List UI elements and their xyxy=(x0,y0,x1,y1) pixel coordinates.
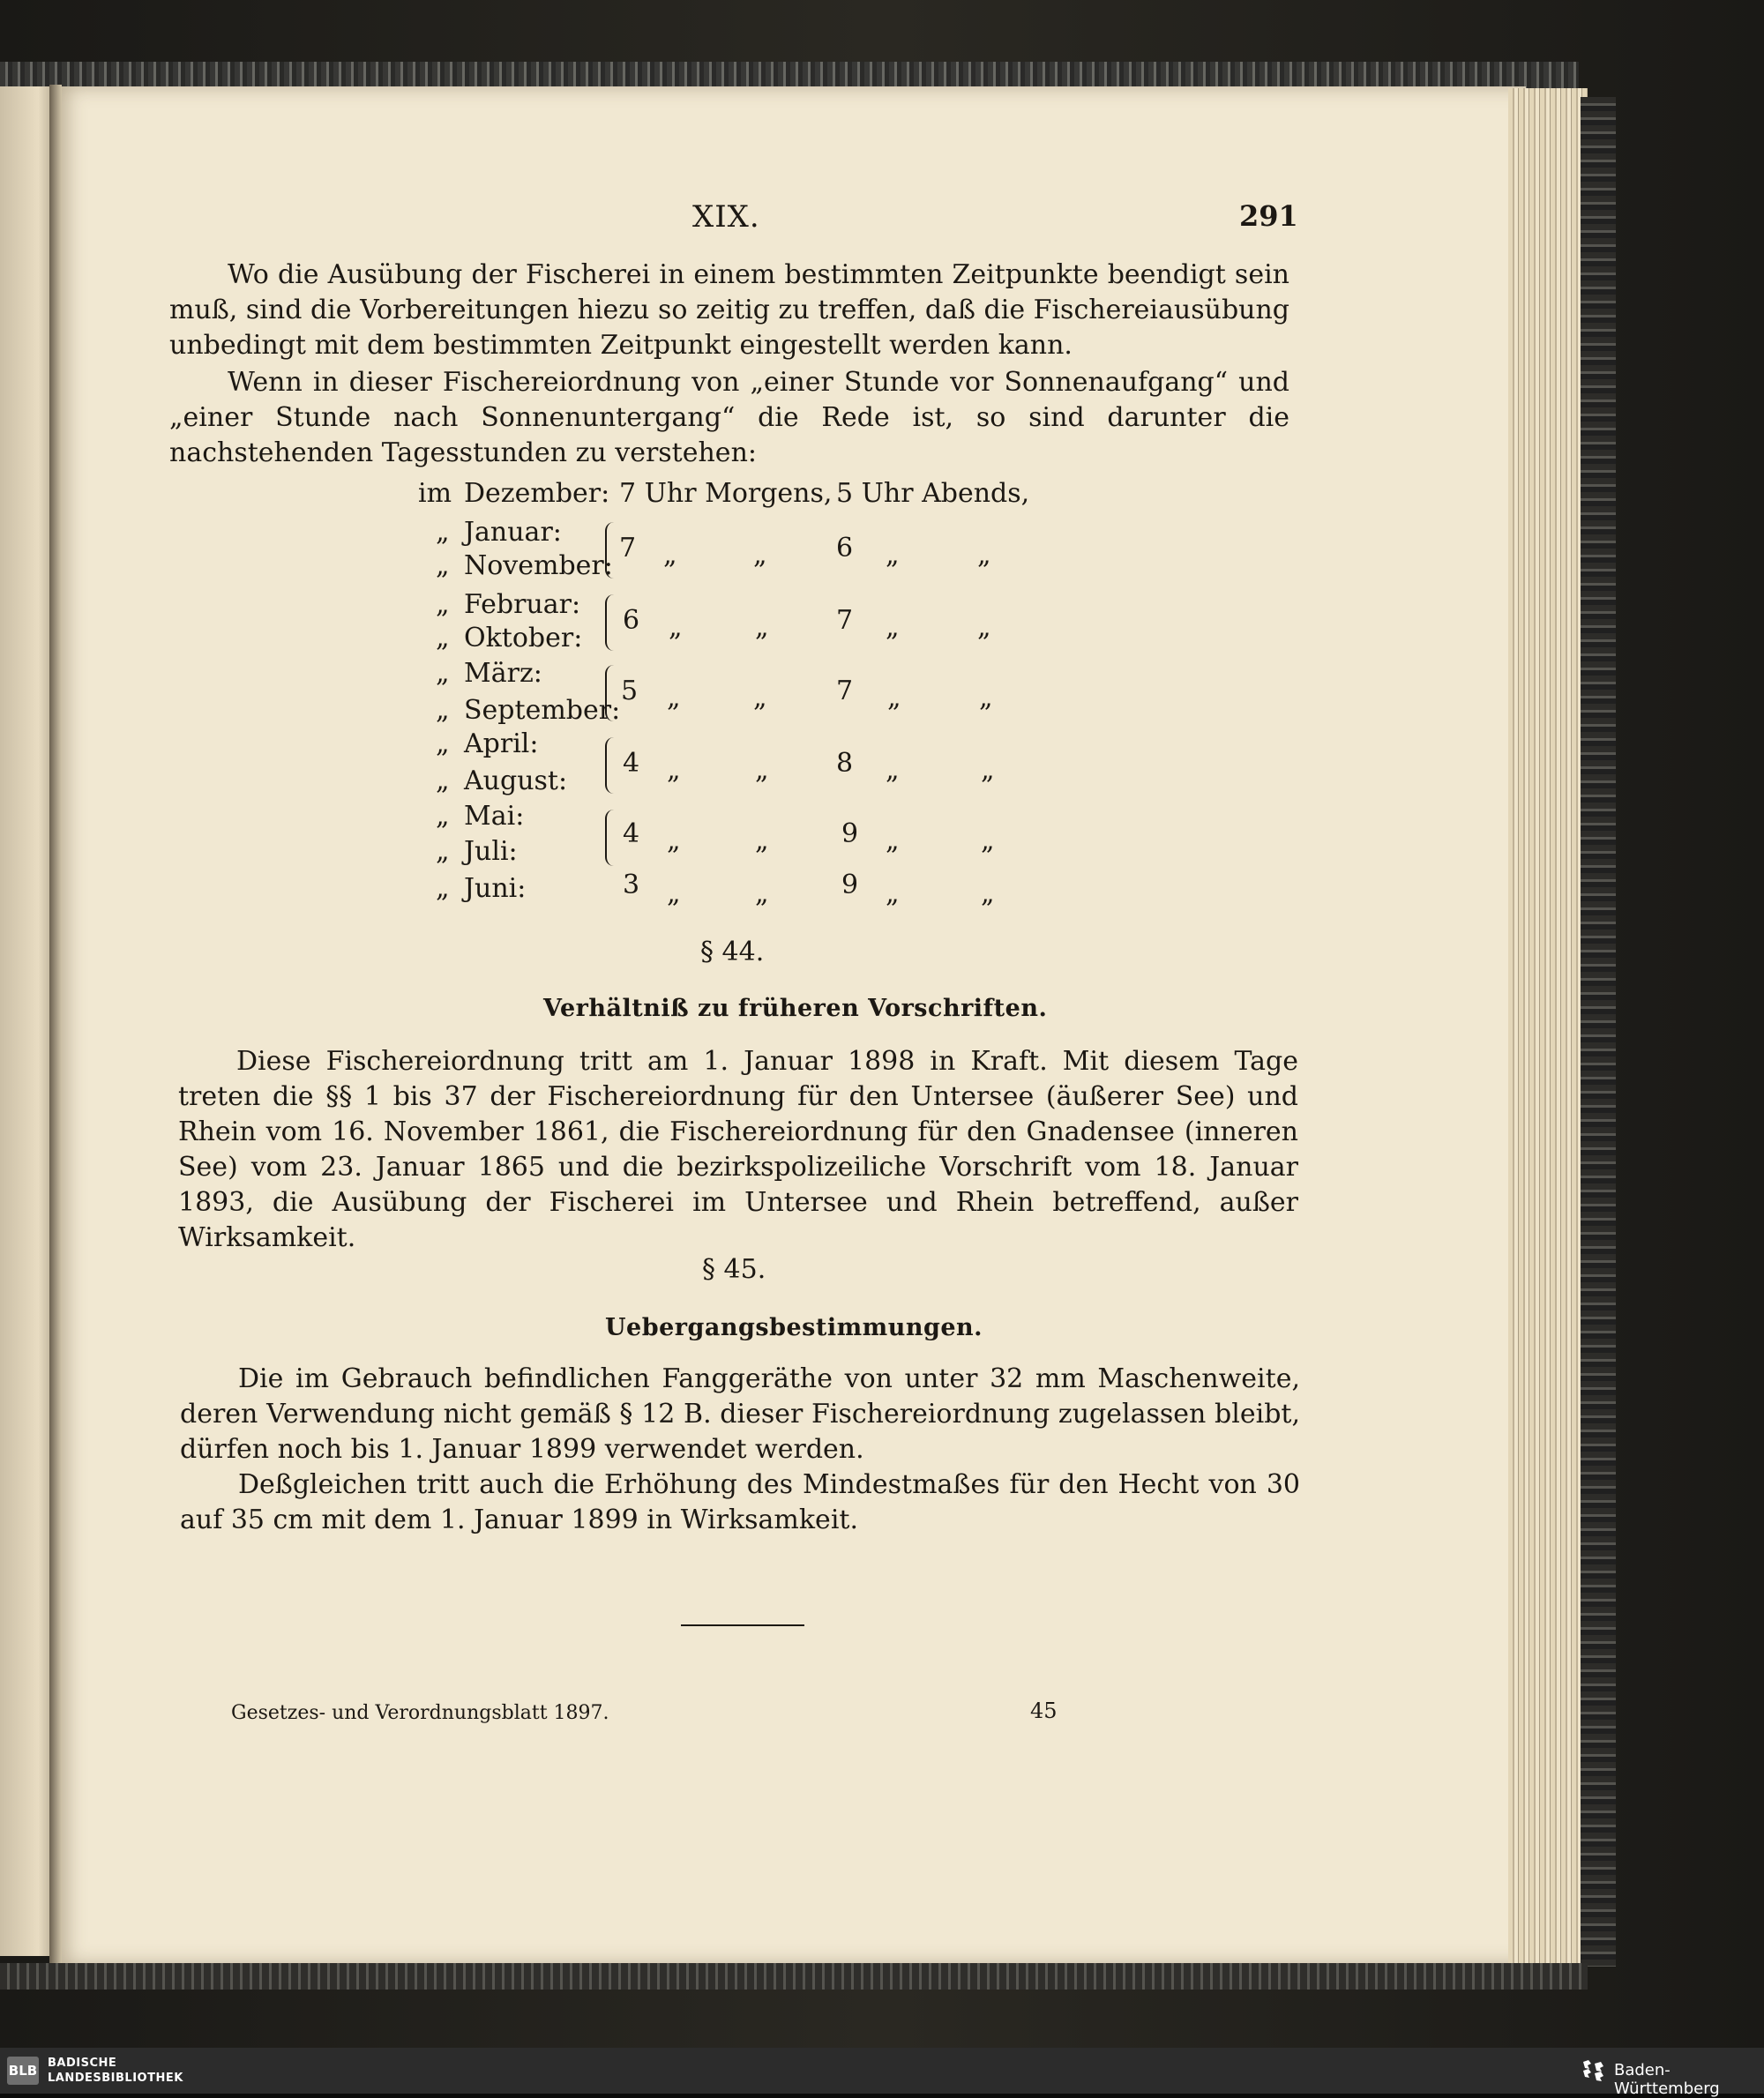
ditto-mark: „ xyxy=(436,728,450,759)
ditto-mark: „ xyxy=(753,683,767,713)
ditto-mark: „ xyxy=(436,765,450,796)
ditto-mark: „ xyxy=(977,540,991,571)
ditto-mark: „ xyxy=(663,540,677,571)
ditto-mark: „ xyxy=(667,683,681,713)
schedule-month: März: xyxy=(464,658,542,689)
schedule-evening: 9 xyxy=(841,870,859,900)
paragraph-1: Wo die Ausübung der Fischerei in einem bestimmten Zeitpunkte beendigt sein muß, sind die Vorbereitungen hiezu so zeitig zu treffen, daß die Fischereiausübung unbedingt mit dem bestimmten Zeitpunkt eingestellt werden kann. xyxy=(169,259,1289,361)
ditto-mark: „ xyxy=(981,878,995,909)
ditto-mark: „ xyxy=(886,755,900,786)
schedule-month: Februar: xyxy=(464,589,581,620)
schedule-evening: 5 Uhr Abends, xyxy=(836,478,1030,509)
schedule-morning: 3 xyxy=(623,870,640,900)
section-45-paragraph-2: Deßgleichen tritt auch die Erhöhung des Mindestmaßes für den Hecht von 30 auf 35 cm mit dem 1. Januar 1899 in Wirksamkeit. xyxy=(180,1469,1300,1535)
schedule-evening: 8 xyxy=(836,748,854,779)
ditto-mark: „ xyxy=(981,755,995,786)
ditto-mark: „ xyxy=(436,801,450,832)
ditto-mark: „ xyxy=(436,873,450,904)
ditto-mark: „ xyxy=(436,658,450,689)
schedule-month: Dezember: xyxy=(464,478,610,509)
paragraph-2: Wenn in dieser Fischereiordnung von „einer Stunde vor Sonnenaufgang“ und „einer Stunde nach Sonnenuntergang“ die Rede ist, so sind darunter die nachstehenden Tagesstunden zu verstehen: xyxy=(169,367,1289,468)
schedule-evening: 6 xyxy=(836,533,854,564)
section-45-paragraph-1: Die im Gebrauch befindlichen Fanggeräthe von unter 32 mm Maschenweite, deren Verwendung nicht gemäß § 12 B. dieser Fischereiordnung zugelassen bleibt, dürfen noch bis 1. Januar 1899 verwendet werden. xyxy=(180,1363,1300,1465)
blb-logo-icon[interactable]: BLB xyxy=(7,2057,39,2085)
section-45-number: § 45. xyxy=(702,1254,766,1285)
ditto-mark: „ xyxy=(667,755,681,786)
schedule-morning: 6 xyxy=(623,605,640,636)
schedule-evening: 7 xyxy=(836,605,854,636)
schedule-morning: 5 xyxy=(621,676,639,706)
section-45-title: Uebergangsbestimmungen. xyxy=(605,1314,983,1341)
viewer-bottom-bar xyxy=(0,2048,1764,2098)
ditto-mark: „ xyxy=(977,612,991,643)
section-44-number: § 44. xyxy=(700,937,765,967)
footer-publication: Gesetzes- und Verordnungsblatt 1897. xyxy=(231,1702,609,1724)
library-name-line-1: BADISCHE xyxy=(48,2057,117,2070)
ditto-mark: „ xyxy=(667,825,681,856)
schedule-morning: 4 xyxy=(623,818,640,849)
brace xyxy=(605,665,617,721)
schedule-prefix: im xyxy=(418,478,452,509)
brace xyxy=(605,737,617,794)
brace xyxy=(605,594,617,651)
ditto-mark: „ xyxy=(755,825,769,856)
ditto-mark: „ xyxy=(886,540,900,571)
ditto-mark: „ xyxy=(436,550,450,581)
library-name[interactable] xyxy=(48,2056,183,2086)
partner-name[interactable]: Baden-Württemberg xyxy=(1614,2061,1720,2098)
lion-crest-icon xyxy=(1581,2058,1607,2083)
schedule-month: November: xyxy=(464,550,613,581)
ditto-mark: „ xyxy=(755,755,769,786)
page-number: 291 xyxy=(1239,199,1298,233)
schedule-month: Januar: xyxy=(464,517,562,548)
end-rule xyxy=(681,1624,804,1626)
schedule-month: September: xyxy=(464,695,621,726)
schedule-month: Juni: xyxy=(464,873,527,904)
ditto-mark: „ xyxy=(886,878,900,909)
schedule-month: Mai: xyxy=(464,801,525,832)
ditto-mark: „ xyxy=(667,878,681,909)
library-name-line-2: LANDESBIBLIOTHEK xyxy=(48,2072,183,2085)
ditto-mark: „ xyxy=(436,517,450,548)
ditto-mark: „ xyxy=(981,825,995,856)
footer-sheet-number: 45 xyxy=(1030,1699,1058,1723)
ditto-mark: „ xyxy=(886,825,900,856)
ditto-mark: „ xyxy=(436,695,450,726)
schedule-month: April: xyxy=(464,728,539,759)
section-44-title: Verhältniß zu früheren Vorschriften. xyxy=(543,995,1048,1022)
ditto-mark: „ xyxy=(436,623,450,653)
brace xyxy=(605,810,617,866)
running-header: XIX. xyxy=(692,199,760,235)
schedule-month: Juli: xyxy=(464,836,518,867)
ditto-mark: „ xyxy=(755,878,769,909)
ditto-mark: „ xyxy=(753,540,767,571)
schedule-morning: 4 xyxy=(623,748,640,779)
brace xyxy=(605,522,617,579)
ditto-mark: „ xyxy=(669,612,683,643)
ditto-mark: „ xyxy=(755,612,769,643)
schedule-morning: 7 Uhr Morgens, xyxy=(619,478,833,509)
ditto-mark: „ xyxy=(886,612,900,643)
ditto-mark: „ xyxy=(887,683,901,713)
ditto-mark: „ xyxy=(979,683,993,713)
schedule-month: August: xyxy=(464,765,568,796)
schedule-month: Oktober: xyxy=(464,623,583,653)
schedule-evening: 7 xyxy=(836,676,854,706)
schedule-morning: 7 xyxy=(619,533,637,564)
ditto-mark: „ xyxy=(436,836,450,867)
schedule-evening: 9 xyxy=(841,818,859,849)
ditto-mark: „ xyxy=(436,589,450,620)
section-44-text: Diese Fischereiordnung tritt am 1. Januar 1898 in Kraft. Mit diesem Tage treten die §§ 1 bis 37 der Fischereiordnung für den Untersee (äußerer See) und Rhein vom 16. November 1861, die Fischereiordnung für den Gnadensee (inneren See) vom 23. Januar 1865 und die bezirkspolizeiliche Vorschrift vom 18. Januar 1893, die Ausübung der Fischerei im Untersee und Rhein betreffend, außer Wirksamkeit. xyxy=(178,1046,1298,1253)
